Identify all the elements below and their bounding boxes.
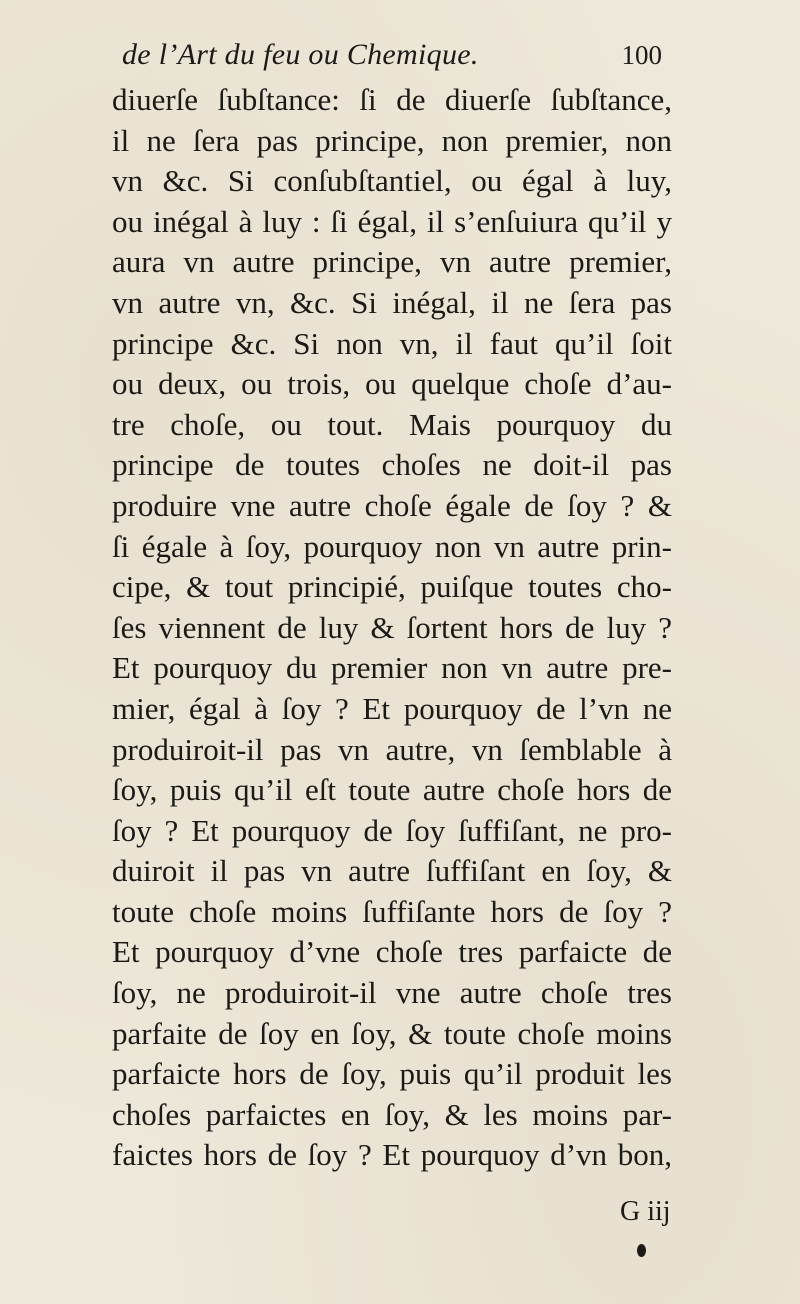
text-line: Et pourquoy d’vne choſe tres parfaicte de bbox=[112, 934, 672, 970]
text-line: toute choſe moins ſuffiſante hors de ſoy ? bbox=[112, 893, 672, 929]
text-line: produiroit-il pas vn autre, vn ſemblable à bbox=[112, 731, 672, 767]
text-line: choſes parfaictes en ſoy, & les moins par- bbox=[112, 1096, 672, 1132]
text-line: Et pourquoy du premier non vn autre pre- bbox=[112, 650, 672, 686]
text-line: produire vne autre choſe égale de ſoy ? & bbox=[112, 487, 672, 523]
text-line: parfaite de ſoy en ſoy, & toute choſe moins bbox=[112, 1015, 672, 1051]
page-header bbox=[122, 38, 662, 78]
text-line: ou inégal à luy : ſi égal, il s’enſuiura qu’il y bbox=[112, 203, 672, 239]
body-text bbox=[112, 80, 672, 1176]
text-line: duiroit il pas vn autre ſuffiſant en ſoy, & bbox=[112, 853, 672, 889]
signature-mark: G iij bbox=[620, 1196, 671, 1227]
text-line: faictes hors de ſoy ? Et pourquoy d’vn bon, bbox=[112, 1137, 672, 1173]
text-line: cipe, & tout principié, puiſque toutes cho- bbox=[112, 569, 672, 605]
text-line: principe &c. Si non vn, il faut qu’il ſoit bbox=[112, 325, 672, 361]
running-title: de l’Art du feu ou Chemique. bbox=[122, 38, 479, 71]
text-line: tre choſe, ou tout. Mais pourquoy du bbox=[112, 406, 672, 442]
text-line: ſoy ? Et pourquoy de ſoy ſuffiſant, ne pro- bbox=[112, 812, 672, 848]
text-line: mier, égal à ſoy ? Et pourquoy de l’vn ne bbox=[112, 690, 672, 726]
text-line: ſi égale à ſoy, pourquoy non vn autre prin- bbox=[112, 528, 672, 564]
text-line: ſes viennent de luy & ſortent hors de luy ? bbox=[112, 609, 672, 645]
page-number: 100 bbox=[621, 40, 662, 70]
text-line: vn autre vn, &c. Si inégal, il ne ſera pas bbox=[112, 284, 672, 320]
text-line: vn &c. Si conſubſtantiel, ou égal à luy, bbox=[112, 163, 672, 199]
text-line: il ne ſera pas principe, non premier, non bbox=[112, 122, 672, 158]
text-line: ou deux, ou trois, ou quelque choſe d’au- bbox=[112, 366, 672, 402]
text-line: diuerſe ſubſtance: ſi de diuerſe ſubſtance, bbox=[112, 82, 672, 117]
text-line: parfaicte hors de ſoy, puis qu’il produit les bbox=[112, 1056, 672, 1092]
text-line: ſoy, puis qu’il eſt toute autre choſe hors de bbox=[112, 772, 672, 808]
ink-spot bbox=[637, 1244, 646, 1257]
text-line: ſoy, ne produiroit-il vne autre choſe tres bbox=[112, 975, 672, 1011]
text-line: aura vn autre principe, vn autre premier, bbox=[112, 244, 672, 280]
text-line: principe de toutes choſes ne doit-il pas bbox=[112, 447, 672, 483]
